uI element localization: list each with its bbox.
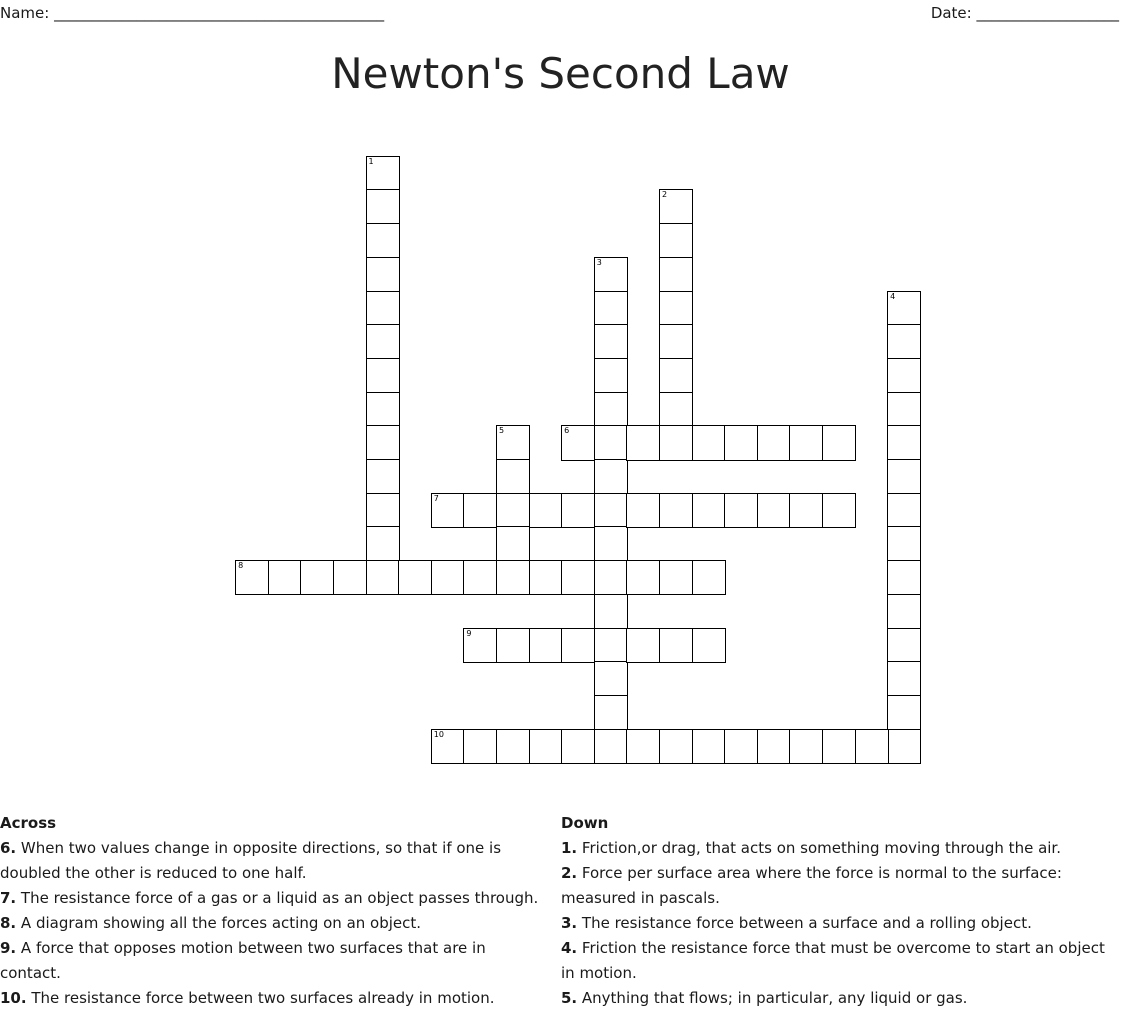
clue-text: Friction the resistance force that must be overcome to start an object in motion. <box>561 939 1105 982</box>
crossword-cell[interactable] <box>594 358 628 393</box>
crossword-cell[interactable] <box>659 425 693 460</box>
page-title: Newton's Second Law <box>331 49 790 98</box>
crossword-cell[interactable] <box>887 729 921 764</box>
cell-number: 8 <box>238 561 244 571</box>
crossword-cell[interactable] <box>659 493 693 528</box>
crossword-cell[interactable] <box>757 729 791 764</box>
crossword-cell[interactable] <box>594 291 628 326</box>
crossword-cell[interactable] <box>431 493 465 528</box>
crossword-cell[interactable] <box>659 358 693 393</box>
crossword-cell[interactable] <box>822 729 856 764</box>
crossword-cell[interactable] <box>887 392 921 427</box>
crossword-cell[interactable] <box>626 425 660 460</box>
crossword-cell[interactable] <box>789 729 823 764</box>
clue-number: 3. <box>561 914 578 932</box>
crossword-cell[interactable] <box>366 560 400 595</box>
crossword-cell[interactable] <box>692 628 726 663</box>
crossword-cell[interactable] <box>887 594 921 629</box>
crossword-cell[interactable] <box>724 729 758 764</box>
clue-number: 1. <box>561 839 578 857</box>
crossword-cell[interactable] <box>659 223 693 258</box>
crossword-cell[interactable] <box>496 729 530 764</box>
date-blank[interactable]: ___________________ <box>976 4 1119 22</box>
crossword-cell[interactable] <box>333 560 367 595</box>
crossword-cell[interactable] <box>659 189 693 224</box>
cell-number: 9 <box>466 628 472 638</box>
cell-number: 5 <box>498 426 505 436</box>
crossword-cell[interactable] <box>366 459 400 494</box>
crossword-cell[interactable] <box>496 526 530 561</box>
clue-text: A diagram showing all the forces acting on an object. <box>16 914 422 932</box>
crossword-cell[interactable] <box>431 560 465 595</box>
crossword-cell[interactable] <box>626 493 660 528</box>
crossword-cell[interactable] <box>724 425 758 460</box>
clue-down <box>561 861 1106 911</box>
crossword-cell[interactable] <box>887 459 921 494</box>
across-heading: Across <box>0 814 57 832</box>
clue-text: Force per surface area where the force is normal to the surface: measured in pascals. <box>561 864 1062 907</box>
clue-number: 6. <box>0 839 17 857</box>
clue-number: 8. <box>0 914 17 932</box>
crossword-cell[interactable] <box>561 493 595 528</box>
cell-number: 7 <box>433 493 439 503</box>
crossword-cell[interactable] <box>529 493 563 528</box>
crossword-cell[interactable] <box>692 493 726 528</box>
clue-number: 5. <box>561 989 578 1007</box>
crossword-cell[interactable] <box>659 392 693 427</box>
cell-number: 1 <box>368 156 374 166</box>
crossword-cell[interactable] <box>366 493 400 528</box>
crossword-cell[interactable] <box>594 257 628 292</box>
crossword-cell[interactable] <box>757 493 791 528</box>
clue-across <box>0 936 540 986</box>
crossword-cell[interactable] <box>561 425 595 460</box>
clue-number: 2. <box>561 864 578 882</box>
clue-down <box>561 986 1106 1011</box>
crossword-cell[interactable] <box>659 324 693 359</box>
crossword-cell[interactable] <box>887 358 921 393</box>
clue-text: When two values change in opposite directions, so that if one is doubled the other is reduced to one half. <box>0 839 502 882</box>
crossword-cell[interactable] <box>529 560 563 595</box>
cell-number: 6 <box>564 426 570 436</box>
crossword-cell[interactable] <box>887 425 921 460</box>
crossword-cell[interactable] <box>887 493 921 528</box>
crossword-cell[interactable] <box>366 526 400 561</box>
crossword-cell[interactable] <box>659 560 693 595</box>
crossword-cell[interactable] <box>366 358 400 393</box>
crossword-cell[interactable] <box>496 560 530 595</box>
clue-down <box>561 911 1106 936</box>
clue-number: 9. <box>0 939 17 957</box>
crossword-cell[interactable] <box>626 628 660 663</box>
clue-text: Friction,or drag, that acts on something moving through the air. <box>577 839 1061 857</box>
clue-across <box>0 911 540 936</box>
crossword-cell[interactable] <box>366 324 400 359</box>
crossword-cell[interactable] <box>887 291 921 326</box>
crossword-cell[interactable] <box>300 560 334 595</box>
crossword-cell[interactable] <box>887 695 921 730</box>
crossword-cell[interactable] <box>529 628 563 663</box>
crossword-cell[interactable] <box>431 729 465 764</box>
crossword-cell[interactable] <box>789 493 823 528</box>
crossword-cell[interactable] <box>496 425 530 460</box>
clue-text: The resistance force of a gas or a liquid as an object passes through. <box>16 889 539 907</box>
crossword-cell[interactable] <box>887 526 921 561</box>
crossword-cell[interactable] <box>822 493 856 528</box>
across-clues <box>0 811 540 1011</box>
cell-number: 3 <box>596 257 602 267</box>
crossword-cell[interactable] <box>366 291 400 326</box>
crossword-cell[interactable] <box>594 392 628 427</box>
crossword-cell[interactable] <box>561 729 595 764</box>
crossword-cell[interactable] <box>659 257 693 292</box>
crossword-cell[interactable] <box>594 560 628 595</box>
crossword-cell[interactable] <box>235 560 269 595</box>
name-label: Name: <box>0 4 55 22</box>
crossword-cell[interactable] <box>594 459 628 494</box>
crossword-cell[interactable] <box>594 425 628 460</box>
crossword-cell[interactable] <box>268 560 302 595</box>
crossword-cell[interactable] <box>594 661 628 696</box>
crossword-cell[interactable] <box>398 560 432 595</box>
crossword-cell[interactable] <box>692 560 726 595</box>
crossword-cell[interactable] <box>463 729 497 764</box>
crossword-cell[interactable] <box>594 628 628 663</box>
clue-across <box>0 986 540 1011</box>
crossword-cell[interactable] <box>659 729 693 764</box>
crossword-cell[interactable] <box>594 526 628 561</box>
crossword-cell[interactable] <box>561 628 595 663</box>
crossword-cell[interactable] <box>463 493 497 528</box>
clue-number: 4. <box>561 939 578 957</box>
cell-number: 2 <box>661 190 668 200</box>
name-blank[interactable]: ____________________________________________ <box>54 4 385 22</box>
clue-text: The resistance force between two surfaces already in motion. <box>26 989 495 1007</box>
crossword-cell[interactable] <box>366 257 400 292</box>
crossword-cell[interactable] <box>366 223 400 258</box>
down-clues <box>561 811 1106 1011</box>
crossword-cell[interactable] <box>561 560 595 595</box>
crossword-cell[interactable] <box>496 628 530 663</box>
clue-number: 10. <box>0 989 27 1007</box>
crossword-cell[interactable] <box>724 493 758 528</box>
crossword-cell[interactable] <box>594 324 628 359</box>
crossword-cell[interactable] <box>887 560 921 595</box>
crossword-cell[interactable] <box>529 729 563 764</box>
crossword-cell[interactable] <box>366 425 400 460</box>
crossword-cell[interactable] <box>626 729 660 764</box>
crossword-cell[interactable] <box>463 628 497 663</box>
crossword-cell[interactable] <box>887 628 921 663</box>
crossword-cell[interactable] <box>692 425 726 460</box>
crossword-cell[interactable] <box>366 392 400 427</box>
crossword-cell[interactable] <box>626 560 660 595</box>
crossword-cell[interactable] <box>463 560 497 595</box>
clue-across <box>0 886 540 911</box>
crossword-cell[interactable] <box>594 594 628 629</box>
date-label: Date: <box>930 4 977 22</box>
crossword-cell[interactable] <box>496 459 530 494</box>
crossword-cell[interactable] <box>594 729 628 764</box>
clue-down <box>561 836 1106 861</box>
clue-across <box>0 836 540 886</box>
crossword-cell[interactable] <box>855 729 889 764</box>
clue-text: A force that opposes motion between two surfaces that are in contact. <box>0 939 486 982</box>
crossword-cell[interactable] <box>366 156 400 191</box>
clue-number: 7. <box>0 889 17 907</box>
crossword-cell[interactable] <box>594 695 628 730</box>
crossword-cell[interactable] <box>887 661 921 696</box>
crossword-cell[interactable] <box>822 425 856 460</box>
crossword-cell[interactable] <box>757 425 791 460</box>
down-heading: Down <box>561 814 609 832</box>
cell-number: 4 <box>890 291 896 301</box>
crossword-cell[interactable] <box>659 291 693 326</box>
cell-number: 10 <box>433 729 444 739</box>
crossword-cell[interactable] <box>887 324 921 359</box>
crossword-cell[interactable] <box>659 628 693 663</box>
clue-text: The resistance force between a surface and a rolling object. <box>577 914 1032 932</box>
crossword-cell[interactable] <box>594 493 628 528</box>
clue-down <box>561 936 1106 986</box>
crossword-cell[interactable] <box>789 425 823 460</box>
clue-text: Anything that flows; in particular, any liquid or gas. <box>577 989 968 1007</box>
crossword-cell[interactable] <box>692 729 726 764</box>
crossword-cell[interactable] <box>366 189 400 224</box>
crossword-cell[interactable] <box>496 493 530 528</box>
